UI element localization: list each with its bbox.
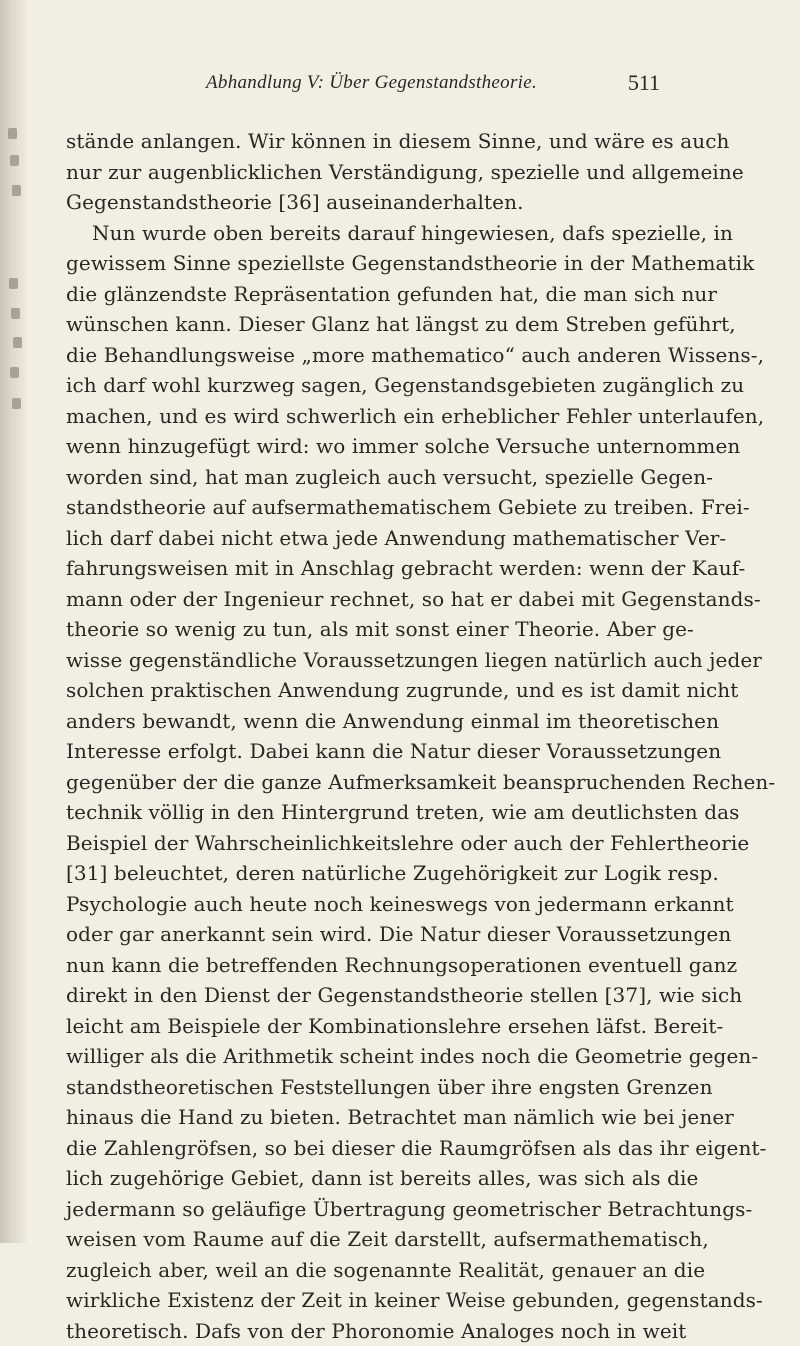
- text-line: wisse gegenständliche Voraussetzungen liegen natürlich auch jeder: [66, 645, 672, 676]
- text-line: williger als die Arithmetik scheint indes noch die Geometrie gegen-: [66, 1041, 672, 1072]
- text-line: solchen praktischen Anwendung zugrunde, und es ist damit nicht: [66, 675, 672, 706]
- body-text: [66, 126, 672, 1346]
- text-line: anders bewandt, wenn die Anwendung einmal im theoretischen: [66, 706, 672, 737]
- text-line: Beispiel der Wahrscheinlichkeitslehre oder auch der Fehlertheorie: [66, 828, 672, 859]
- page-number: 511: [628, 70, 660, 96]
- text-line: wünschen kann. Dieser Glanz hat längst zu dem Streben geführt,: [66, 309, 672, 340]
- text-line: jedermann so geläufige Übertragung geometrischer Betrachtungs-: [66, 1194, 672, 1225]
- text-line: lich darf dabei nicht etwa jede Anwendung mathematischer Ver-: [66, 523, 672, 554]
- text-line: leicht am Beispiele der Kombinationslehre ersehen läfst. Bereit-: [66, 1011, 672, 1042]
- text-line: technik völlig in den Hintergrund treten, wie am deutlichsten das: [66, 797, 672, 828]
- text-line: Psychologie auch heute noch keineswegs von jedermann erkannt: [66, 889, 672, 920]
- text-line: fahrungsweisen mit in Anschlag gebracht werden: wenn der Kauf-: [66, 553, 672, 584]
- text-line: Gegenstandstheorie [36] auseinanderhalten.: [66, 187, 672, 218]
- text-line: theorie so wenig zu tun, als mit sonst einer Theorie. Aber ge-: [66, 614, 672, 645]
- text-line: worden sind, hat man zugleich auch versucht, spezielle Gegen-: [66, 462, 672, 493]
- text-line: standstheoretischen Feststellungen über ihre engsten Grenzen: [66, 1072, 672, 1103]
- text-line: Interesse erfolgt. Dabei kann die Natur dieser Voraussetzungen: [66, 736, 672, 767]
- running-head: [70, 72, 660, 102]
- text-line: nur zur augenblicklichen Verständigung, spezielle und allgemeine: [66, 157, 672, 188]
- text-line: wirkliche Existenz der Zeit in keiner Weise gebunden, gegenstands-: [66, 1285, 672, 1316]
- text-line: theoretisch. Dafs von der Phoronomie Analoges noch in weit: [66, 1316, 672, 1346]
- paragraph-start-line: Nun wurde oben bereits darauf hingewiesen, dafs spezielle, in: [66, 218, 672, 249]
- text-line: die Zahlengröfsen, so bei dieser die Raumgröfsen als das ihr eigent-: [66, 1133, 672, 1164]
- text-line: wenn hinzugefügt wird: wo immer solche Versuche unternommen: [66, 431, 672, 462]
- text-line: die Behandlungsweise „more mathematico“ auch anderen Wissens-,: [66, 340, 672, 371]
- text-line: machen, und es wird schwerlich ein erheblicher Fehler unterlaufen,: [66, 401, 672, 432]
- running-title: Abhandlung V: Über Gegenstandstheorie.: [206, 72, 537, 94]
- text-line: hinaus die Hand zu bieten. Betrachtet man nämlich wie bei jener: [66, 1102, 672, 1133]
- text-line: zugleich aber, weil an die sogenannte Realität, genauer an die: [66, 1255, 672, 1286]
- text-line: stände anlangen. Wir können in diesem Sinne, und wäre es auch: [66, 126, 672, 157]
- text-line: oder gar anerkannt sein wird. Die Natur dieser Voraussetzungen: [66, 919, 672, 950]
- text-line: ich darf wohl kurzweg sagen, Gegenstandsgebieten zugänglich zu: [66, 370, 672, 401]
- text-line: die glänzendste Repräsentation gefunden hat, die man sich nur: [66, 279, 672, 310]
- text-line: gewissem Sinne speziellste Gegenstandstheorie in der Mathematik: [66, 248, 672, 279]
- text-line: gegenüber der die ganze Aufmerksamkeit beanspruchenden Rechen-: [66, 767, 672, 798]
- text-line: [31] beleuchtet, deren natürliche Zugehörigkeit zur Logik resp.: [66, 858, 672, 889]
- text-line: nun kann die betreffenden Rechnungsoperationen eventuell ganz: [66, 950, 672, 981]
- text-line: direkt in den Dienst der Gegenstandstheorie stellen [37], wie sich: [66, 980, 672, 1011]
- text-line: weisen vom Raume auf die Zeit darstellt, aufsermathematisch,: [66, 1224, 672, 1255]
- text-line: lich zugehörige Gebiet, dann ist bereits alles, was sich als die: [66, 1163, 672, 1194]
- text-line: standstheorie auf aufsermathematischem Gebiete zu treiben. Frei-: [66, 492, 672, 523]
- text-line: mann oder der Ingenieur rechnet, so hat er dabei mit Gegenstands-: [66, 584, 672, 615]
